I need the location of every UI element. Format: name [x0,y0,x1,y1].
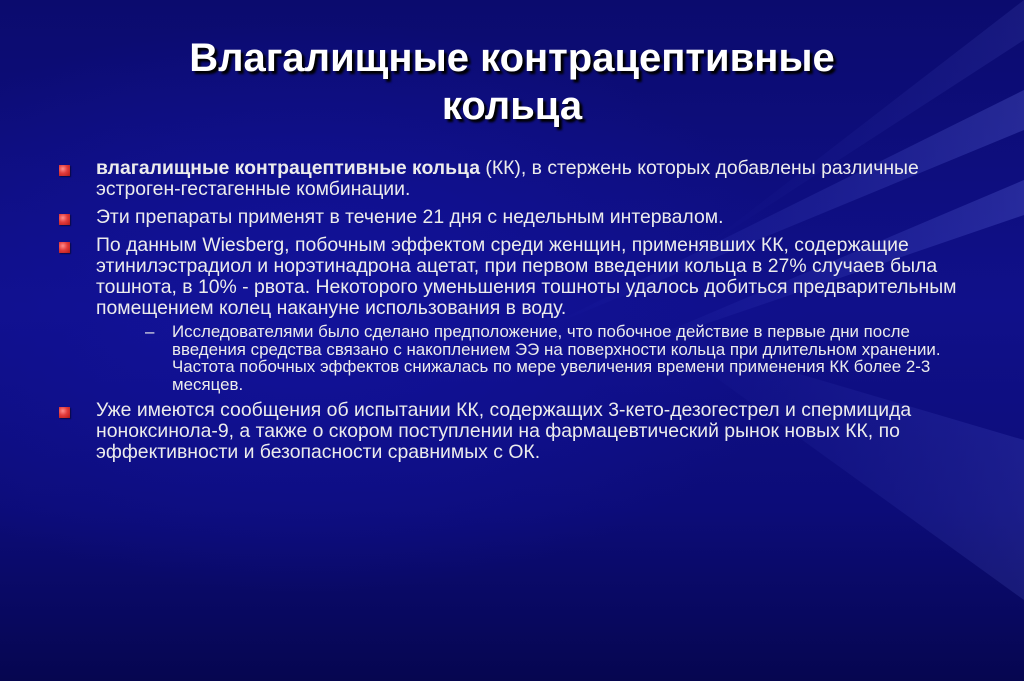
bullet-text: По данным Wiesberg, побочным эффектом среди женщин, применявших КК, содержащие этинилэстрадиол и норэтинадрона ацетат, при первом введении кольца в 27% случаев была тошнота, в 10% - рвота. Некоторого уменьшения тошноты удалось добиться предварительным помещением колец накануне использования в воду. [96,234,957,319]
sub-bullet-item [136,323,976,393]
title-line-1: Влагалищные контрацептивные [189,36,835,80]
sub-bullet-text: Исследователями было сделано предположение, что побочное действие в первые дни после введения средства связано с накоплением ЭЭ на поверхности кольца при длительном хранении. Частота побочных эффектов снижалась по мере увеличения времени применения КК более 2-3 месяцев. [172,322,941,394]
red-square-bullet-icon [59,165,70,176]
title-line-2: кольца [441,84,583,128]
bullet-text: (КК), в стержень которых добавлены различные эстроген-гестагенные комбинации. [96,157,919,200]
red-square-bullet-icon [59,214,70,225]
bullet-item [56,158,976,200]
bullet-text: Уже имеются сообщения об испытании КК, содержащих 3-кето-дезогестрел и спермицида ноноксинола-9, а также о скором поступлении на фармацевтический рынок новых КК, по эффективности и безопасности сравнимых с ОК. [96,399,912,463]
bullet-bold-lead: влагалищные контрацептивные кольца [96,157,480,179]
bullet-list [56,158,976,463]
slide-title [40,34,984,130]
bullet-item [56,400,976,463]
bullet-item [56,235,976,393]
red-square-bullet-icon [59,242,70,253]
dash-bullet: – [145,322,155,341]
bullet-item [56,207,976,228]
bullet-text: Эти препараты применят в течение 21 дня с недельным интервалом. [96,206,724,228]
red-square-bullet-icon [59,407,70,418]
